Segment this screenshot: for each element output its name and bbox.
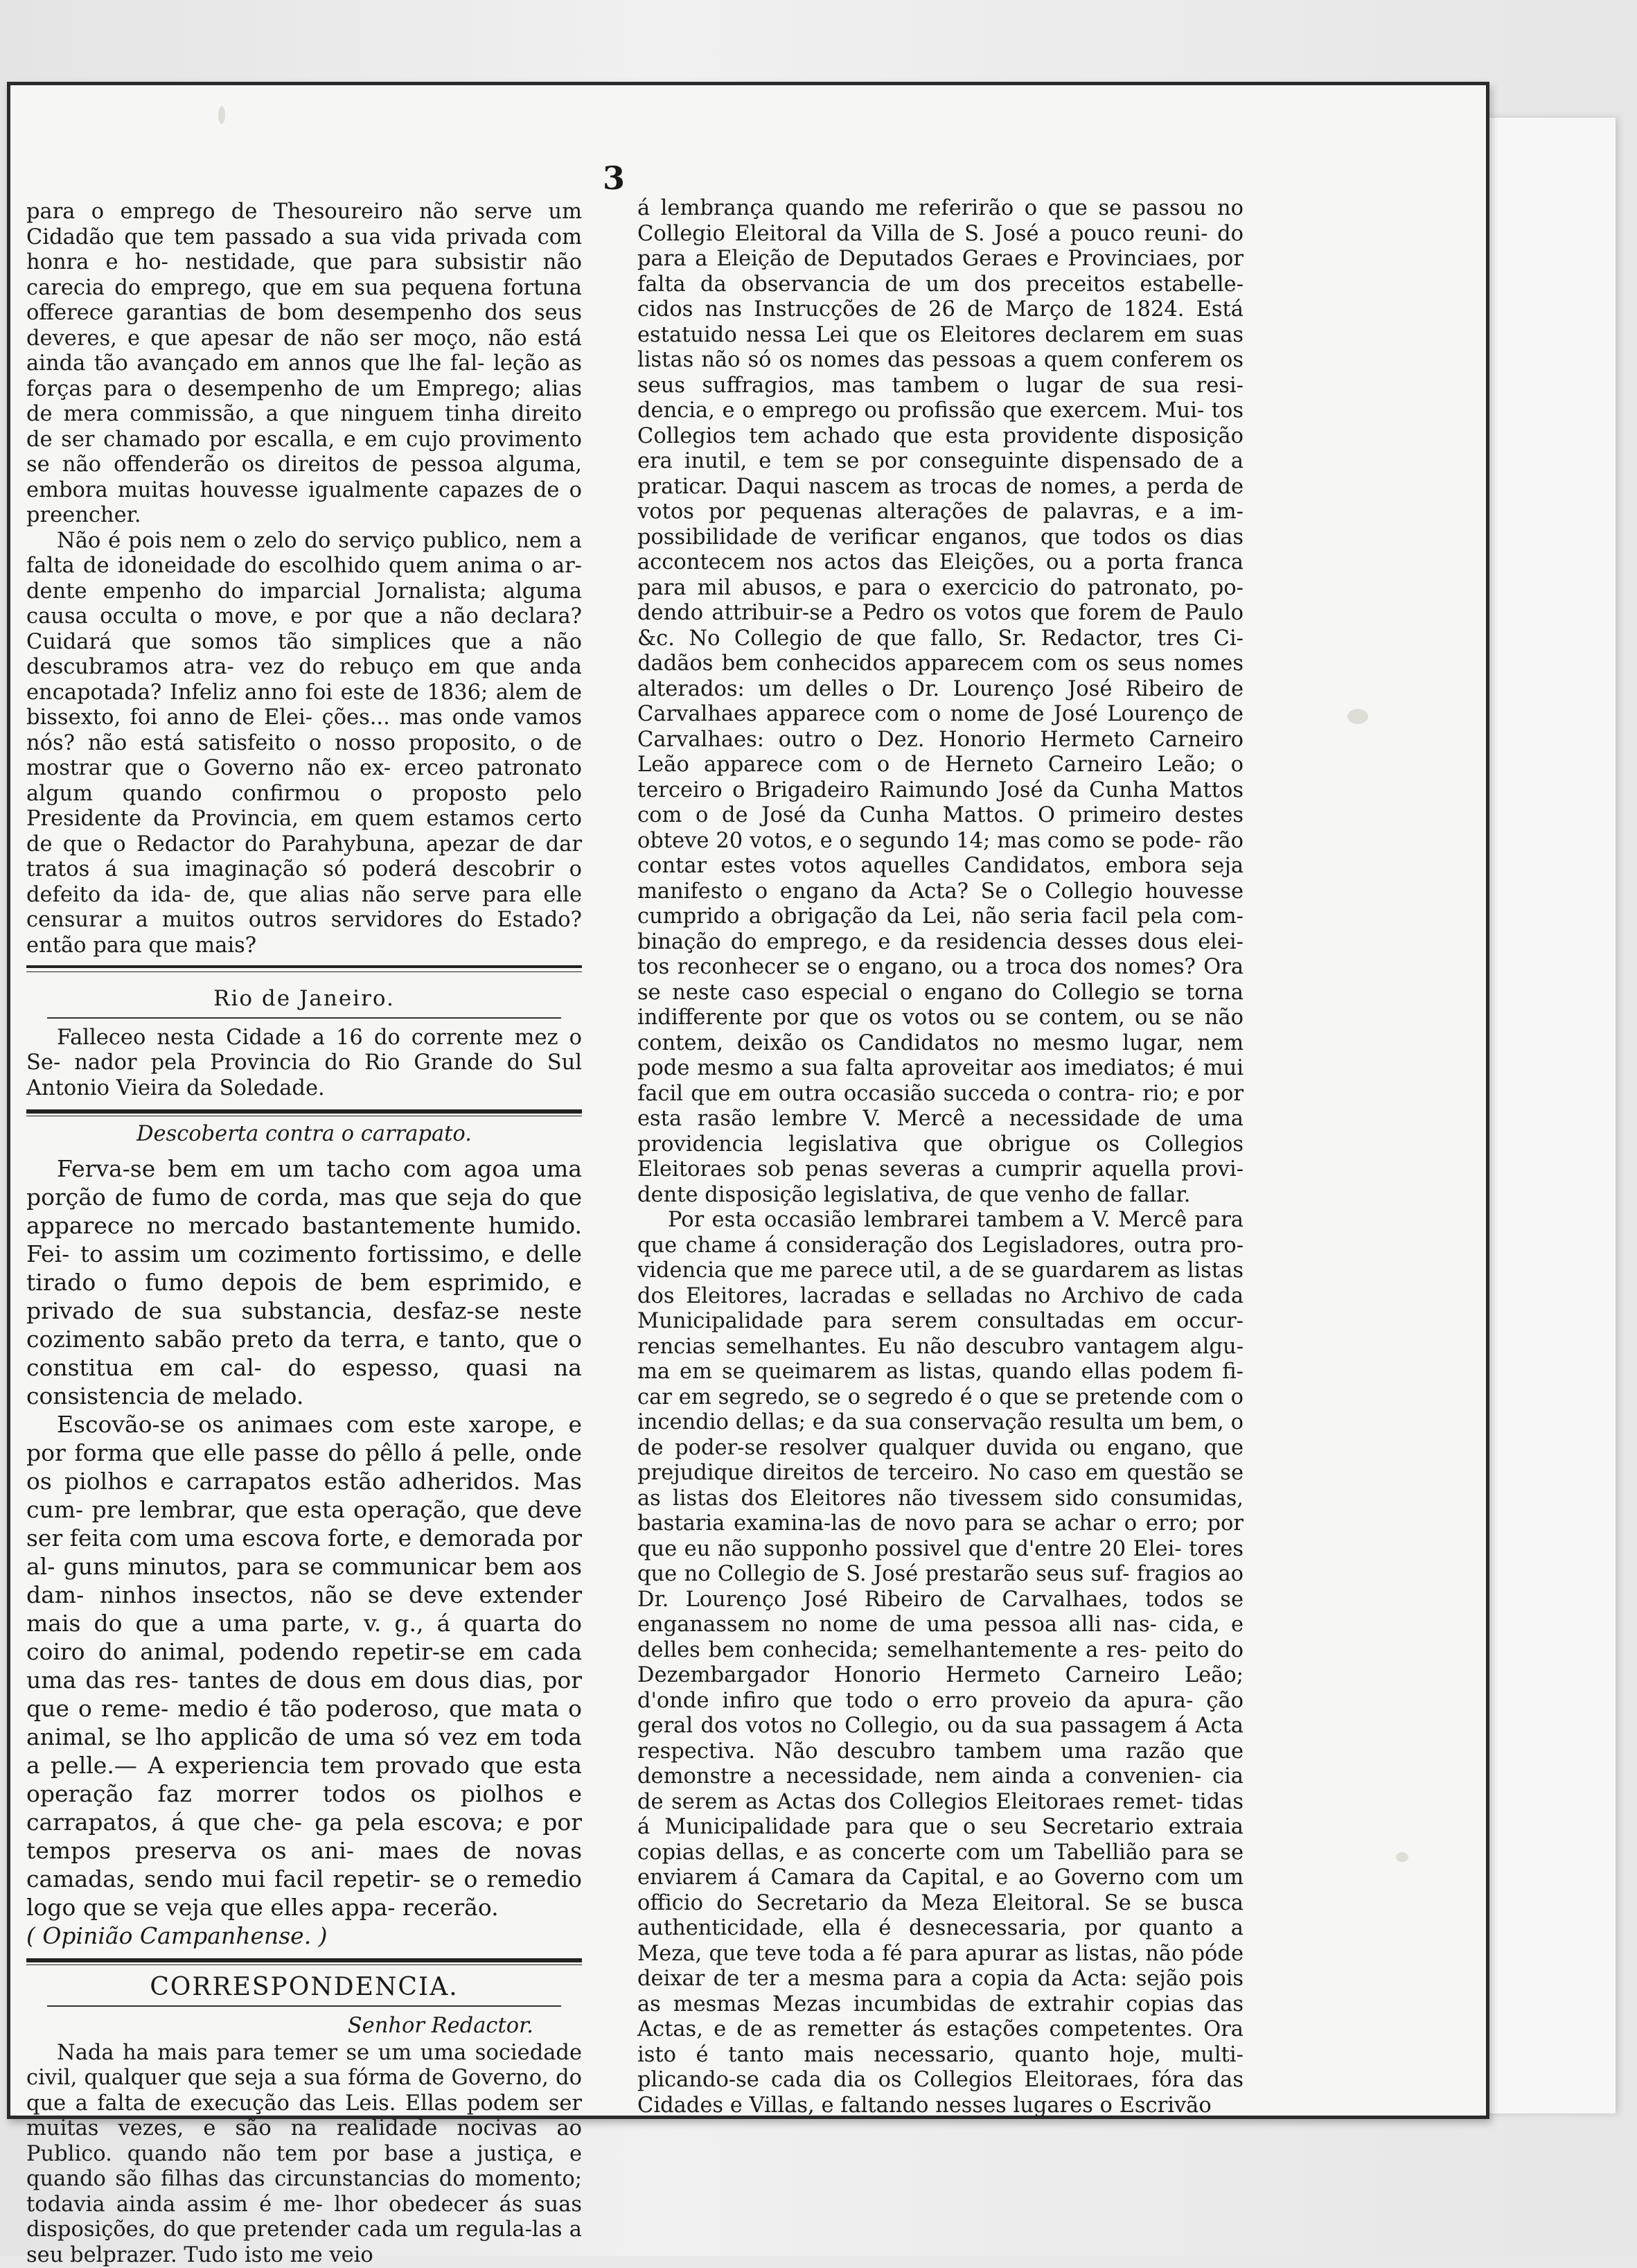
rio-de-janeiro-heading: Rio de Janeiro. [26,986,582,1012]
correspondence-heading: CORRESPONDENCIA. [26,1975,582,2001]
recipe-title: Descoberta contra o carrapato. [26,1122,582,1148]
heading-underline [47,2005,561,2007]
recipe-attribution-line [26,1922,582,1950]
opening-paragraph: Não é pois nem o zelo do serviço publico, nem a falta de idoneidade do escolhido quem anima o ar- dente empenho do imparcial Jornalista; alguma causa occulta o move, e por que a não declara? Cuidará que somos tão simplices que a não descubramos atra- vez do rebuço em que anda encapotada? Infeliz anno foi este de 1836; alem de bissexto, foi anno de Elei- ções... mas onde vamos nós? não está satisfeito o nosso proposito, o de mostrar que o Governo não ex- erceo patronato algum quando confirmou o proposto pelo Presidente da Provincia, em quem estamos certo de que o Redactor do Parahybuna, apezar de dar tratos á sua imaginação só poderá descobrir o defeito da ida- de, que alias não serve para elle censurar a muitos outros servidores do Estado? então para que mais? [26,529,582,959]
correspondence-paragraph: á lembrança quando me referirão o que se passou no Collegio Eleitoral da Villa de S. José a pouco reuni- do para a Eleição de Deputados Geraes e Provinciaes, por falta da observancia de um dos preceitos estabelle- cidos nas Instrucções de 26 de Março de 1824. Está estatuido nessa Lei que os Eleitores declarem em suas listas não só os nomes das pessoas a quem conferem os seus suffragios, mas tambem o lugar de sua resi- dencia, e o emprego ou profissão que exercem. Mui- tos Collegios tem achado que esta providente disposição era inutil, e tem se por conseguinte dispensado de a praticar. Daqui nascem as trocas de nomes, a perda de votos por pequenas alterações de palavras, e a im- possibilidade de verificar enganos, que todos os dias accontecem nos actos das Eleições, ou a porta franca para mil abusos, e para o exercicio do patronato, po- dendo attribuir-se a Pedro os votos que forem de Paulo &c. No Collegio de que fallo, Sr. Redactor, tres Ci- dadãos bem conhecidos apparecem com os seus nomes alterados: um delles o Dr. Lourenço José Ribeiro de Carvalhaes apparece com o nome de José Lourenço de Carvalhaes: outro o Dez. Honorio Hermeto Carneiro Leão apparece com o de Herneto Carneiro Leão; o terceiro o Brigadeiro Raimundo José da Cunha Mattos com o de José da Cunha Mattos. O primeiro destes obteve 20 votos, e o segundo 14; mas como se pode- rão contar estes votos aquelles Candidatos, embora seja manifesto o engano da Acta? Se o Collegio houvesse cumprido a obrigação da Lei, não seria facil pela com- binação do emprego, e da residencia desses dous elei- tos reconhecer se o engano, ou a troca dos nomes? Ora se neste caso especial o engano do Collegio se torna indifferente por que os votos ou se contem, ou se não contem, deixão os Candidatos no mesmo lugar, nem pode mesmo a sua falta aproveitar aos imediatos; é mui facil que em outra occasião succeda o contra- rio; e por esta rasão lembre V. Mercê a necessidade de uma providencia legislativa que obrigue os Collegios Eleitoraes sob penas severas a cumprir aquella provi- dente disposição legislativa, de que venho de fallar. [637,196,1244,1208]
paper-stain [218,106,225,124]
correspondence-paragraph: Por esta occasião lembrarei tambem a V. Mercê para que chame á consideração dos Legisladores, outra pro- videncia que me parece util, a de se guardarem as listas dos Eleitores, lacradas e selladas no Archivo de cada Municipalidade para serem consultadas em occur- rencias semelhantes. Eu não descubro vantagem algu- ma em se queimarem as listas, quando ellas podem fi- car em segredo, se o segredo é o que se pretende com o incendio dellas; e da sua conservação resulta um bem, o de poder-se resolver qualquer duvida ou engano, que prejudique direitos de terceiro. No caso em questão se as listas dos Eleitores não tivessem sido consumidas, bastaria examina-las de novo para se achar o erro; por que eu não supponho possivel que d'entre 20 Elei- tores que no Collegio de S. José prestarão seus suf- fragios ao Dr. Lourenço José Ribeiro de Carvalhaes, todos se enganassem no nome de uma pessoa alli nas- cida, e delles bem conhecida; semelhantemente a res- peito do Dezembargador Honorio Hermeto Carneiro Leão; d'onde infiro que todo o erro proveio da apura- ção geral dos votos no Collegio, ou da sua passagem á Acta respectiva. Não descubro tambem uma razão que demonstre a necessidade, nem ainda a convenien- cia de serem as Actas dos Collegios Eleitoraes remet- tidas á Municipalidade para que o seu Secretario extraia copias dellas, e as concerte com um Tabellião para se enviarem á Camara da Capital, e ao Governo com um officio do Secretario da Meza Eleitoral. Se se busca authenticidade, ella é desnecessaria, por quanto a Meza, que teve toda a fé para apurar as listas, não póde deixar de ter a mesma para a copia da Acta: sejão pois as mesmas Mezas incumbidas de extrahir copias das Actas, e de as remetter ás estações competentes. Ora isto é tanto mais necessario, quanto hoje, multi- plicando-se cada dia os Collegios Eleitoraes, fóra das Cidades e Villas, e faltando nesses lugares o Escrivão [637,1208,1244,2118]
section-divider [26,1958,582,1965]
recipe-paragraph: Ferva-se bem em um tacho com agoa uma porção de fumo de corda, mas que seja do que apparece no mercado bastantemente humido. Fei- to assim um cozimento fortissimo, e delle tirado o fumo depois de bem esprimido, e privado de sua substancia, desfaz-se neste cozimento sabão preto da terra, e tanto, que o constitua em cal- do espesso, quasi na consistencia de melado. [26,1154,582,1410]
salutation: Senhor Redactor. [26,2014,582,2039]
page-number: 3 [603,159,625,197]
obituary-notice: Falleceo nesta Cidade a 16 do corrente mez o Se- nador pela Provincia do Rio Grande do Sul Antonio Vieira da Soledade. [26,1026,582,1102]
left-column [26,200,582,2268]
section-divider [26,965,582,972]
opening-paragraph: para o emprego de Thesoureiro não serve um Cidadão que tem passado a sua vida privada com honra e ho- nestidade, que para subsistir não carecia do emprego, que em sua pequena fortuna offerece garantias de bom desempenho dos seus deveres, e que apesar de não ser moço, não está ainda tão avançado em annos que lhe fal- leção as forças para o desempenho de um Emprego; alias de mera commissão, a que ninguem tinha direito de ser chamado por escalla, e em cujo provimento se não offenderão os direitos de pessoa alguma, embora muitas houvesse igualmente capazes de o preencher. [26,200,582,529]
correspondence-paragraph: Nada ha mais para temer se um uma sociedade civil, qualquer que seja a sua fórma de Governo, do que a falta de execução das Leis. Ellas podem ser muitas vezes, e são na realidade nocivas ao Publico. quando não tem por base a justiça, e quando são filhas das circunstancias do momento; todavia ainda assim é me- lhor obedecer ás suas disposições, do que pretender cada um regula-las a seu belprazer. Tudo isto me veio [26,2041,582,2268]
recipe-article [26,1154,582,1950]
section-divider [26,1109,582,1116]
recipe-attribution: ( Opinião Campanhense. ) [26,1922,328,1949]
heading-underline [47,1017,561,1019]
right-column [637,196,1244,2118]
paper-stain [1347,709,1368,724]
paper-stain [1396,1852,1408,1862]
recipe-paragraph: Escovão-se os animaes com este xarope, e por forma que elle passe do pêllo á pelle, onde os piolhos e carrapatos estão adheridos. Mas cum- pre lembrar, que esta operação, que deve ser feita com uma escova forte, e demorada por al- guns minutos, para se communicar bem aos dam- ninhos insectos, não se deve extender mais do que a uma parte, v. g., á quarta do coiro do animal, podendo repetir-se em cada uma das res- tantes de dous em dous dias, por que o reme- medio é tão poderoso, que mata o animal, se lho applicão de uma só vez em toda a pelle.— A experiencia tem provado que esta operação faz morrer todos os piolhos e carrapatos, á que che- ga pela escova; e por tempos preserva os ani- maes de novas camadas, sendo mui facil repetir- se o remedio logo que se veja que elles appa- recerão. [26,1410,582,1922]
